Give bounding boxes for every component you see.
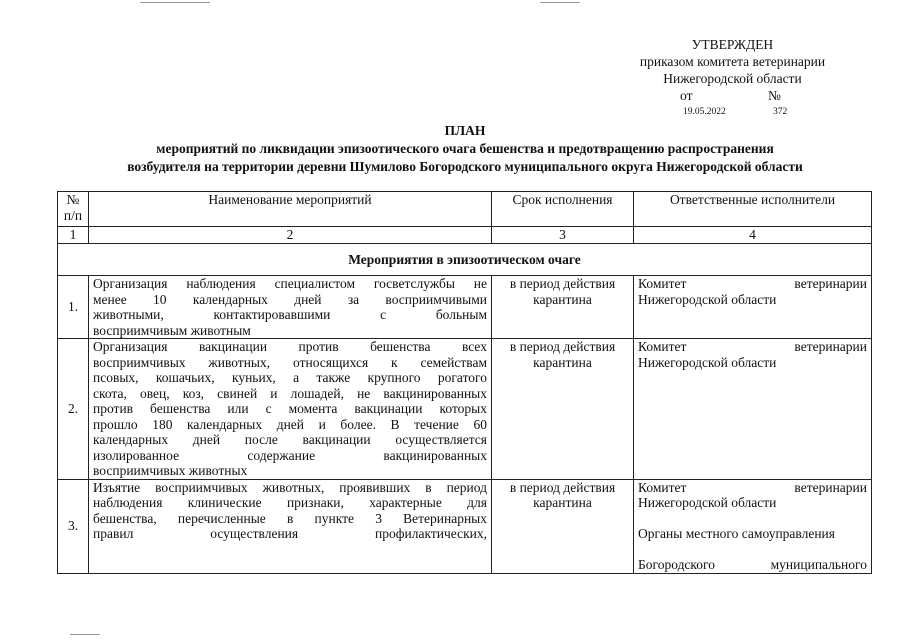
document-title	[40, 122, 890, 176]
measure-line: правил осуществления профилактических,	[93, 526, 487, 541]
title-line-2: возбудителя на территории деревни Шумилово Богородского муниципального округа Нижегородской области	[127, 159, 803, 174]
plan-table	[57, 191, 872, 574]
approval-order: приказом комитета ветеринарии	[639, 54, 826, 69]
responsible-line: Богородского муниципального	[638, 557, 867, 572]
term-line: в период действия	[509, 339, 616, 354]
header-responsible: Ответственные исполнители	[634, 192, 872, 227]
measure-line: Изъятие восприимчивых животных, проявивших в период	[93, 479, 487, 495]
row-measure	[89, 339, 492, 480]
row-number: 2.	[58, 339, 89, 480]
row-responsible	[634, 479, 872, 573]
row-number: 3.	[58, 479, 89, 573]
row-term	[492, 339, 634, 480]
col-number: 1	[58, 227, 89, 244]
from-label: от	[680, 88, 693, 103]
responsible-line: Нижегородской области	[638, 291, 777, 307]
table-row	[58, 276, 872, 339]
measure-line: календарных дней после вакцинации осуществляется	[93, 432, 487, 447]
row-responsible	[634, 339, 872, 480]
row-measure	[89, 276, 492, 339]
row-responsible	[634, 276, 872, 339]
measure-line: животными, контактировавшими с больным	[93, 307, 487, 322]
approval-number: 372	[773, 107, 788, 117]
measure-line: Организация наблюдения специалистом госветслужбы не	[93, 276, 487, 291]
table-row	[58, 339, 872, 480]
measure-line: псовых, кошачьих, куньих, а также крупного рогатого	[93, 370, 487, 385]
measure-line: прошло 180 календарных дней и более. В течение 60	[93, 416, 487, 432]
approval-region: Нижегородской области	[663, 71, 802, 86]
measure-line: восприимчивым животным	[93, 322, 251, 338]
scan-artifact	[70, 634, 100, 635]
term-line: карантина	[533, 291, 592, 307]
col-number: 3	[492, 227, 634, 244]
approval-stamp	[600, 36, 865, 118]
number-label: №	[768, 88, 781, 103]
responsible-line: Комитет ветеринарии	[638, 276, 867, 291]
title-line-1: мероприятий по ликвидации эпизоотического очага бешенства и предотвращению распространения	[156, 141, 774, 156]
measure-line: скота, овец, коз, свиней и лошадей, не вакцинированных	[93, 385, 487, 401]
term-line: карантина	[533, 495, 592, 510]
col-number: 4	[634, 227, 872, 244]
measure-line: бешенства, перечисленные в пункте 3 Ветеринарных	[93, 510, 487, 526]
header-name: Наименование мероприятий	[89, 192, 492, 227]
section-title: Мероприятия в эпизоотическом очаге	[58, 243, 872, 276]
row-term	[492, 479, 634, 573]
header-num: № п/п	[58, 192, 89, 227]
column-number-row	[58, 227, 872, 244]
measure-line: наблюдения клинические признаки, характерные для	[93, 495, 487, 510]
section-row	[58, 243, 872, 276]
scan-artifact	[540, 2, 580, 3]
responsible-line: Комитет ветеринарии	[638, 479, 867, 495]
responsible-line: Комитет ветеринарии	[638, 339, 867, 354]
term-line: карантина	[533, 354, 592, 370]
approved-label: УТВЕРЖДЕН	[691, 37, 774, 52]
measure-line: изолированное содержание вакцинированных	[93, 447, 487, 463]
row-term	[492, 276, 634, 339]
table-row	[58, 479, 872, 573]
scan-artifact	[140, 2, 210, 3]
row-measure	[89, 479, 492, 573]
term-line: в период действия	[509, 276, 616, 291]
measure-line: менее 10 календарных дней за восприимчивыми	[93, 291, 487, 307]
measure-line: восприимчивых животных	[93, 463, 248, 478]
responsible-line: Нижегородской области	[638, 354, 777, 370]
header-term: Срок исполнения	[492, 192, 634, 227]
approval-date: 19.05.2022	[683, 107, 726, 117]
responsible-line: Органы местного самоуправления	[638, 526, 835, 541]
measure-line: Организация вакцинации против бешенства всех	[93, 339, 487, 354]
table-header-row	[58, 192, 872, 227]
title-heading: ПЛАН	[444, 123, 486, 138]
measure-line: восприимчивых животных, относящихся к семействам	[93, 354, 487, 370]
col-number: 2	[89, 227, 492, 244]
responsible-line: Нижегородской области	[638, 495, 777, 510]
measure-line: против бешенства или с момента вакцинации которых	[93, 401, 487, 416]
row-number: 1.	[58, 276, 89, 339]
term-line: в период действия	[509, 479, 616, 495]
